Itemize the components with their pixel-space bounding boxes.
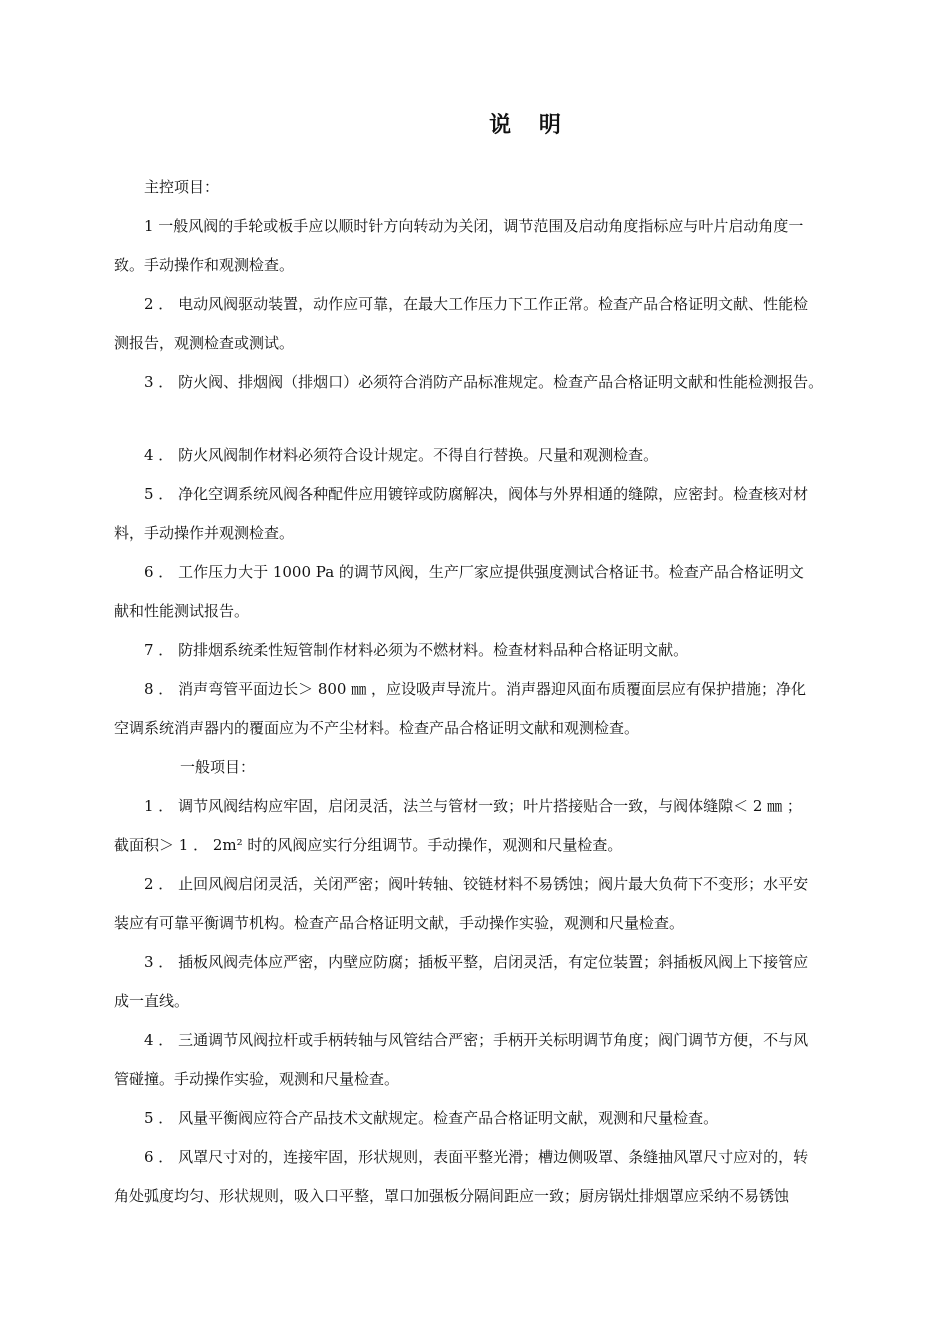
paragraph-line: 装应有可靠平衡调节机构。检查产品合格证明文献，手动操作实验，观测和尺量检查。	[114, 914, 685, 932]
paragraph-line: 6 ． 风罩尺寸对的，连接牢固，形状规则，表面平整光滑；槽边侧吸罩、条缝抽风罩尺寸应对的，转	[144, 1148, 809, 1166]
paragraph-line: 管碰撞。手动操作实验，观测和尺量检查。	[114, 1070, 400, 1088]
paragraph-line: 4 ． 防火风阀制作材料必须符合设计规定。不得自行替换。尺量和观测检查。	[144, 446, 659, 464]
general-item-3	[114, 943, 894, 1021]
main-item-4	[114, 436, 894, 475]
main-item-8	[114, 670, 894, 748]
paragraph-line: 1 ． 调节风阀结构应牢固，启闭灵活，法兰与管材一致；叶片搭接贴合一致，与阀体缝隙＜ 2 ㎜ ；	[144, 797, 802, 815]
general-item-1	[114, 787, 894, 865]
general-item-6	[114, 1138, 894, 1216]
paragraph-line: 1 一般风阀的手轮或板手应以顺时针方向转动为关闭，调节范围及启动角度指标应与叶片启动角度一	[144, 217, 804, 235]
main-item-6	[114, 553, 894, 631]
paragraph-line: 2 ． 电动风阀驱动装置，动作应可靠，在最大工作压力下工作正常。检查产品合格证明文献、性能检	[144, 295, 809, 313]
paragraph-line: 成一直线。	[114, 992, 190, 1010]
paragraph-line: 致。手动操作和观测检查。	[114, 256, 295, 274]
paragraph-line: 4 ． 三通调节风阀拉杆或手柄转轴与风管结合严密；手柄开关标明调节角度；阀门调节方便，不与风	[144, 1031, 809, 1049]
general-items-heading: 一般项目：	[180, 758, 256, 776]
main-item-1	[114, 207, 894, 285]
paragraph-line: 2 ． 止回风阀启闭灵活，关闭严密；阀叶转轴、铰链材料不易锈蚀；阀片最大负荷下不变形；水平安	[144, 875, 809, 893]
main-item-5	[114, 475, 894, 553]
paragraph-gap	[114, 402, 894, 436]
general-item-5	[114, 1099, 894, 1138]
paragraph-line: 空调系统消声器内的覆面应为不产尘材料。检查产品合格证明文献和观测检查。	[114, 719, 640, 737]
general-item-2	[114, 865, 894, 943]
general-item-4	[114, 1021, 894, 1099]
paragraph-line: 测报告，观测检查或测试。	[114, 334, 295, 352]
page-title: 说 明	[489, 112, 571, 138]
main-item-7	[114, 631, 894, 670]
main-item-3	[114, 363, 894, 402]
paragraph-line: 5 ． 净化空调系统风阀各种配件应用镀锌或防腐解决，阀体与外界相通的缝隙，应密封。检查核对材	[144, 485, 809, 503]
paragraph-line: 6 ． 工作压力大于 1000 Pa 的调节风阀，生产厂家应提供强度测试合格证书。检查产品合格证明文	[144, 563, 804, 581]
paragraph-line: 7 ． 防排烟系统柔性短管制作材料必须为不燃材料。检查材料品种合格证明文献。	[144, 641, 689, 659]
paragraph-line: 5 ． 风量平衡阀应符合产品技术文献规定。检查产品合格证明文献，观测和尺量检查。	[144, 1109, 719, 1127]
paragraph-line: 料，手动操作并观测检查。	[114, 524, 295, 542]
document-body	[114, 168, 894, 1216]
paragraph-line: 截面积＞ 1 ． 2m² 时的风阀应实行分组调节。手动操作，观测和尺量检查。	[114, 836, 623, 854]
main-item-2	[114, 285, 894, 363]
paragraph-line: 3 ． 插板风阀壳体应严密，内壁应防腐；插板平整，启闭灵活，有定位装置；斜插板风阀上下接管应	[144, 953, 809, 971]
paragraph-line: 献和性能测试报告。	[114, 602, 250, 620]
main-items-heading: 主控项目：	[144, 178, 220, 196]
paragraph-line: 角处弧度均匀、形状规则，吸入口平整，罩口加强板分隔间距应一致；厨房锅灶排烟罩应采纳不易锈蚀	[114, 1187, 790, 1205]
paragraph-line: 8 ． 消声弯管平面边长＞ 800 ㎜ ，应设吸声导流片。消声器迎风面布质覆面层应有保护措施；净化	[144, 680, 807, 698]
paragraph-line: 3 ． 防火阀、排烟阀（排烟口）必须符合消防产品标准规定。检查产品合格证明文献和性能检测报告。	[144, 373, 824, 391]
